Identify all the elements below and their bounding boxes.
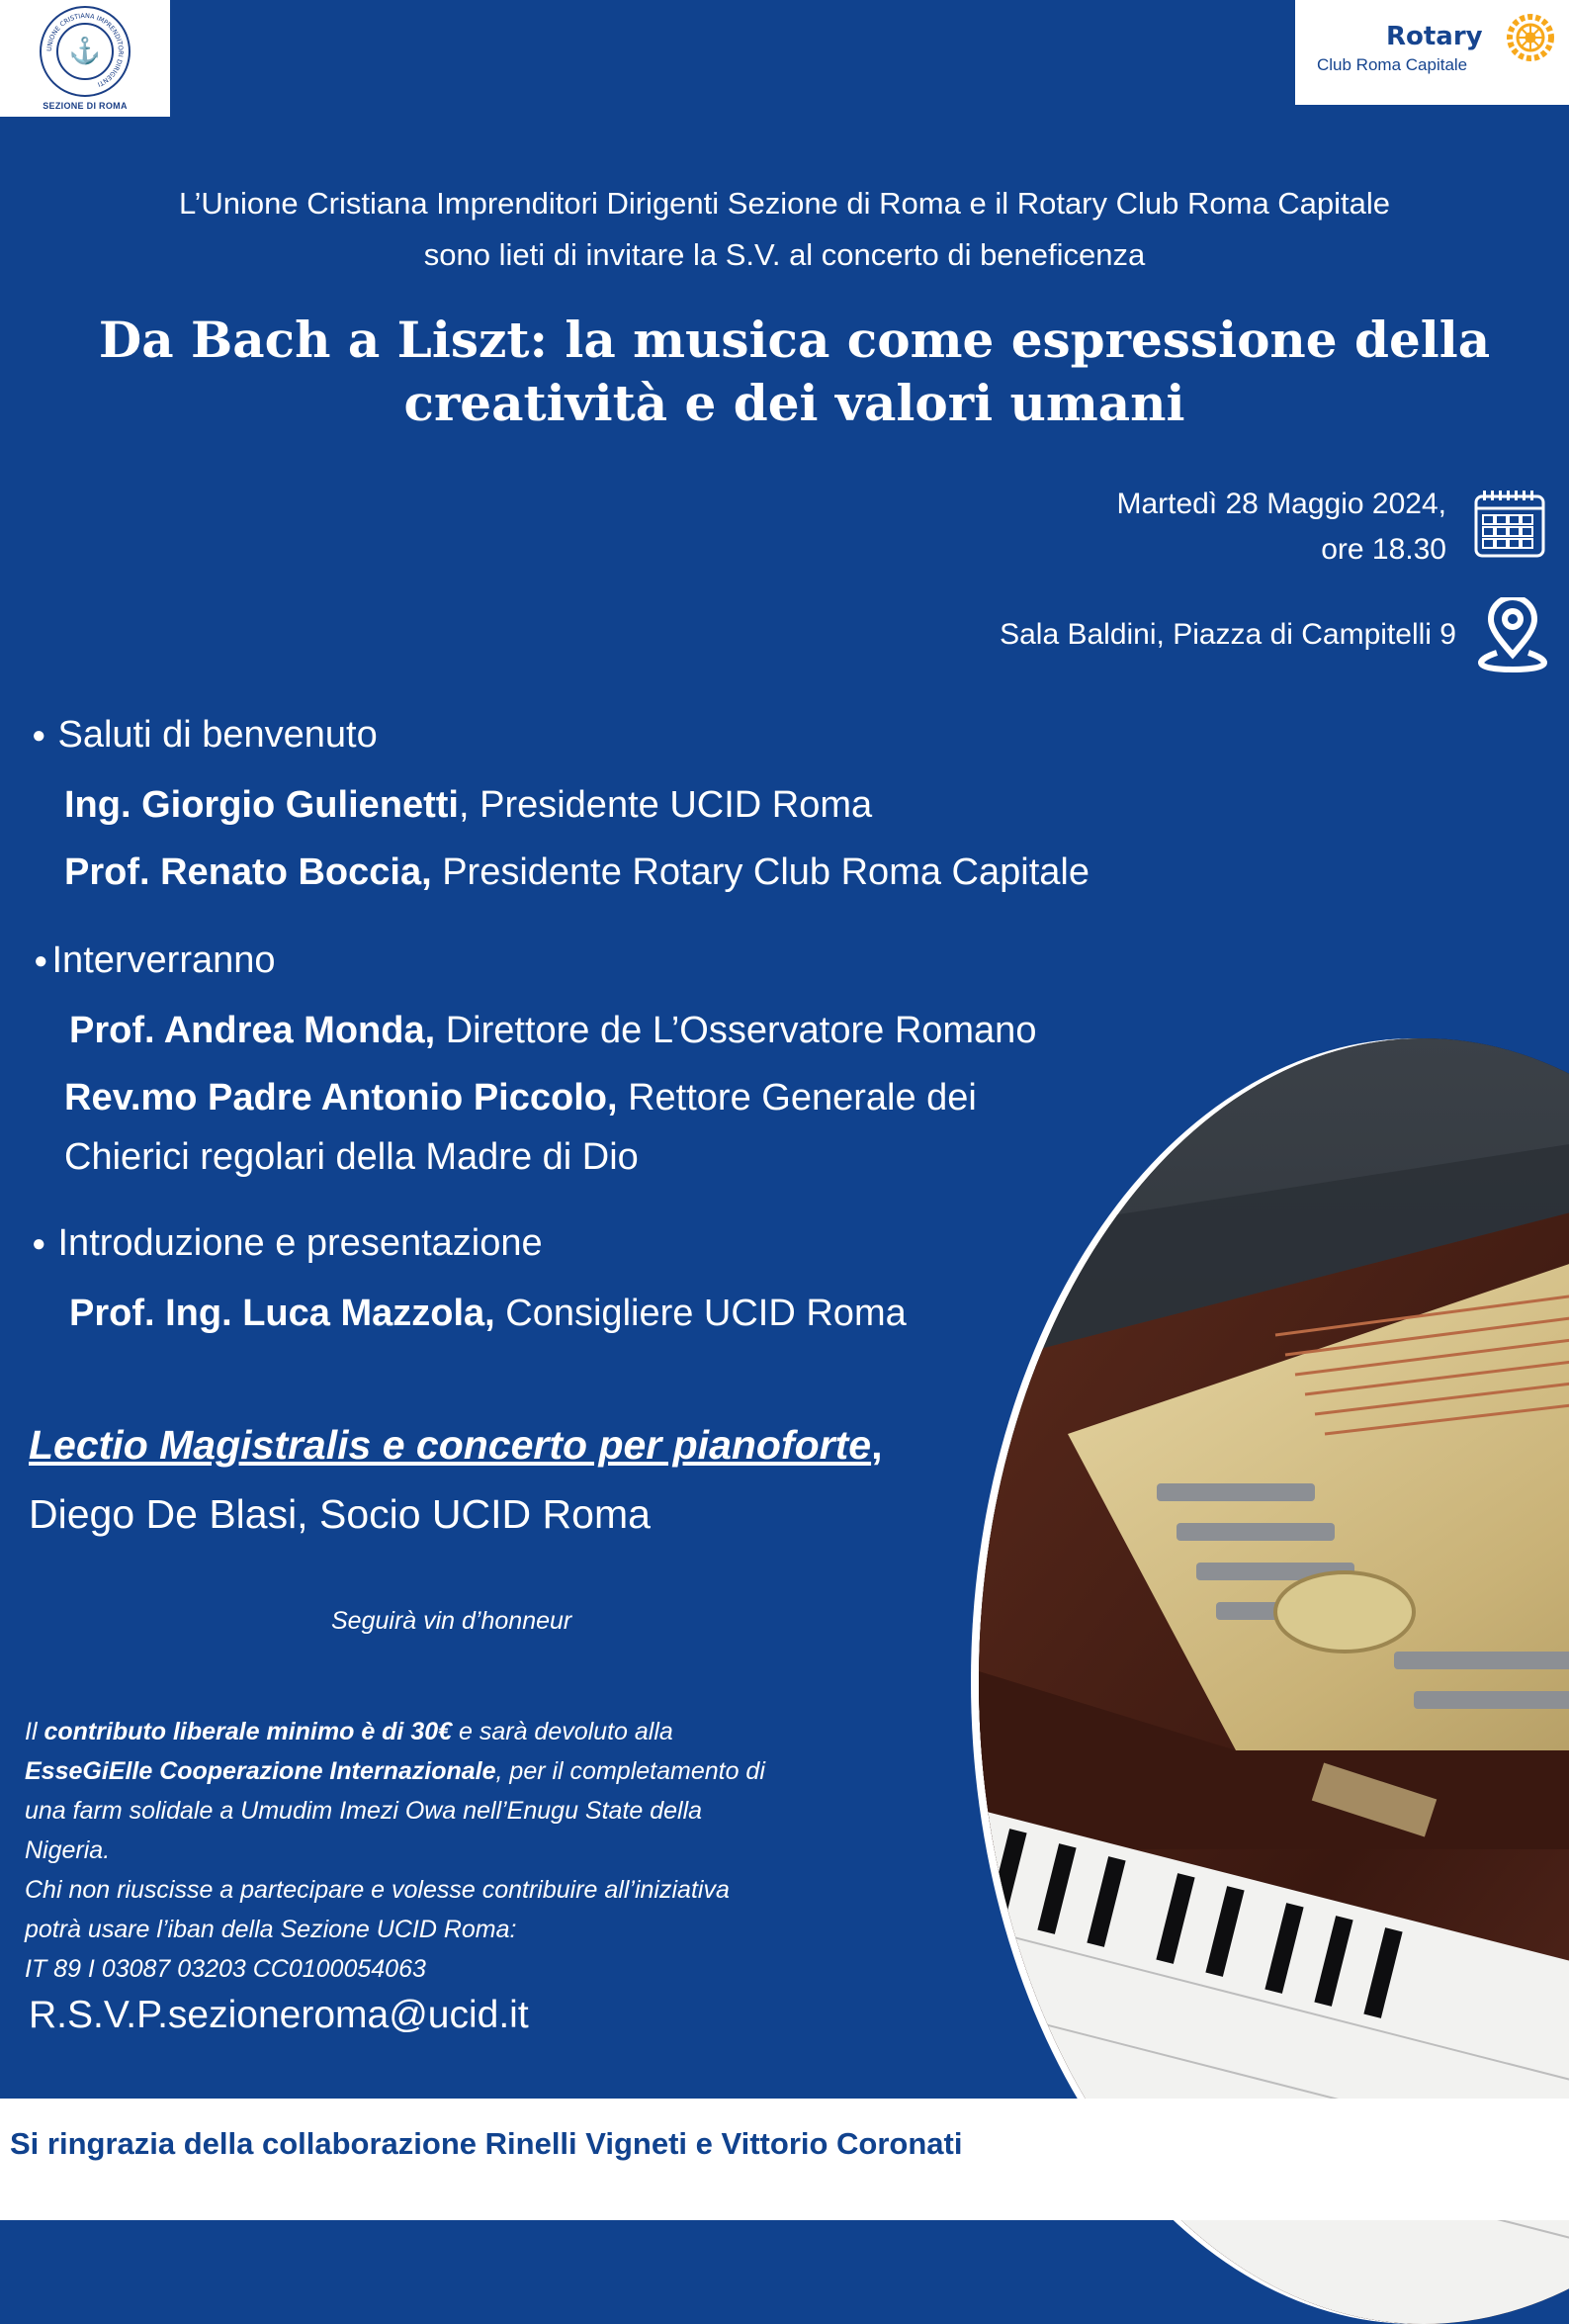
bullet-icon: ●	[34, 947, 48, 974]
acknowledgement: Si ringrazia della collaborazione Rinelli Vigneti e Vittorio Coronati	[10, 2126, 963, 2161]
speaker-boccia	[64, 843, 1090, 902]
section-intro-label: Introduzione e presentazione	[57, 1222, 543, 1264]
iban: IT 89 I 03087 03203 CC0100054063	[25, 1955, 426, 1983]
speaker-name: Rev.mo Padre Antonio Piccolo,	[64, 1077, 618, 1118]
performer: Diego De Blasi, Socio UCID Roma	[29, 1491, 651, 1537]
speaker-mazzola	[69, 1284, 907, 1343]
section-speakers-label: Interverranno	[51, 939, 276, 981]
speaker-monda	[69, 1001, 1036, 1060]
speaker-name: Prof. Ing. Luca Mazzola,	[69, 1293, 495, 1334]
event-date: Martedì 28 Maggio 2024,	[1116, 488, 1446, 520]
event-time: ore 18.30	[1321, 533, 1446, 566]
vin-honneur: Seguirà vin d’honneur	[331, 1607, 572, 1635]
ucid-section-label: SEZIONE DI ROMA	[43, 101, 128, 111]
rotary-wheel-icon	[1505, 12, 1556, 63]
speaker-role: Presidente Rotary Club Roma Capitale	[431, 851, 1090, 893]
speaker-piccolo	[64, 1068, 977, 1187]
ucid-logo	[0, 0, 170, 117]
location-pin-icon	[1477, 597, 1548, 672]
donation-text: , per il completamento di	[495, 1757, 765, 1785]
section-speakers-heading	[34, 939, 276, 982]
speaker-name: Prof. Renato Boccia,	[64, 851, 432, 893]
section-intro-heading	[32, 1222, 543, 1265]
donation-text: e sarà devoluto alla	[452, 1718, 673, 1745]
rotary-logo	[1295, 0, 1569, 105]
lectio-text: Lectio Magistralis e concerto per pianoforte	[29, 1422, 872, 1468]
intro-text	[0, 178, 1569, 281]
donation-text: Il	[25, 1718, 44, 1745]
title-line-2: creatività e dei valori umani	[403, 374, 1185, 432]
rotary-name: Rotary	[1386, 22, 1483, 51]
section-welcome-label: Saluti di benvenuto	[57, 714, 378, 756]
speaker-gulienetti	[64, 775, 872, 835]
lectio-title	[29, 1422, 882, 1469]
calendar-icon	[1473, 489, 1546, 560]
svg-text:UNIONE CRISTIANA IMPRENDITORI	[45, 12, 125, 88]
donation-text: una farm solidale a Umudim Imezi Owa nell’Enugu State della	[25, 1797, 703, 1825]
donation-text: Nigeria.	[25, 1836, 111, 1864]
speaker-name: Prof. Andrea Monda,	[69, 1010, 436, 1051]
donation-text: Chi non riuscisse a partecipare e volesse contribuire all’iniziativa	[25, 1876, 730, 1904]
intro-line-2: sono lieti di invitare la S.V. al concerto di beneficenza	[423, 237, 1146, 272]
rotary-club-name: Club Roma Capitale	[1317, 55, 1468, 74]
event-datetime	[1116, 482, 1446, 573]
ucid-seal	[40, 6, 131, 97]
rsvp-email[interactable]: R.S.V.P.sezioneroma@ucid.it	[29, 1994, 529, 2036]
ship-icon: ⚓	[56, 23, 114, 80]
donation-info	[25, 1712, 944, 1989]
title-line-1: Da Bach a Liszt: la musica come espressione della	[98, 311, 1491, 369]
donation-amount: contributo liberale minimo è di 30€	[44, 1718, 453, 1745]
intro-line-1: L’Unione Cristiana Imprenditori Dirigenti Sezione di Roma e il Rotary Club Roma Capitale	[178, 186, 1391, 221]
speaker-role: , Presidente UCID Roma	[458, 784, 873, 826]
bullet-icon: ●	[32, 722, 46, 749]
lectio-comma: ,	[871, 1422, 883, 1468]
event-location: Sala Baldini, Piazza di Campitelli 9	[1000, 618, 1456, 651]
donation-organization: EsseGiElle Cooperazione Internazionale	[25, 1757, 496, 1785]
speaker-role: Rettore Generale dei	[617, 1077, 977, 1118]
ucid-seal-text: UNIONE CRISTIANA IMPRENDITORI DIRIGENTI	[44, 11, 126, 89]
section-welcome-heading	[32, 714, 378, 757]
ucid-seal-ring	[42, 8, 129, 95]
event-title	[59, 309, 1529, 435]
speaker-role: Consigliere UCID Roma	[494, 1293, 907, 1334]
speaker-name: Ing. Giorgio Gulienetti	[64, 784, 459, 826]
donation-text: potrà usare l’iban della Sezione UCID Roma:	[25, 1916, 517, 1943]
speaker-role-continued: Chierici regolari della Madre di Dio	[64, 1136, 639, 1178]
speaker-role: Direttore de L’Osservatore Romano	[435, 1010, 1037, 1051]
bullet-icon: ●	[32, 1230, 46, 1257]
